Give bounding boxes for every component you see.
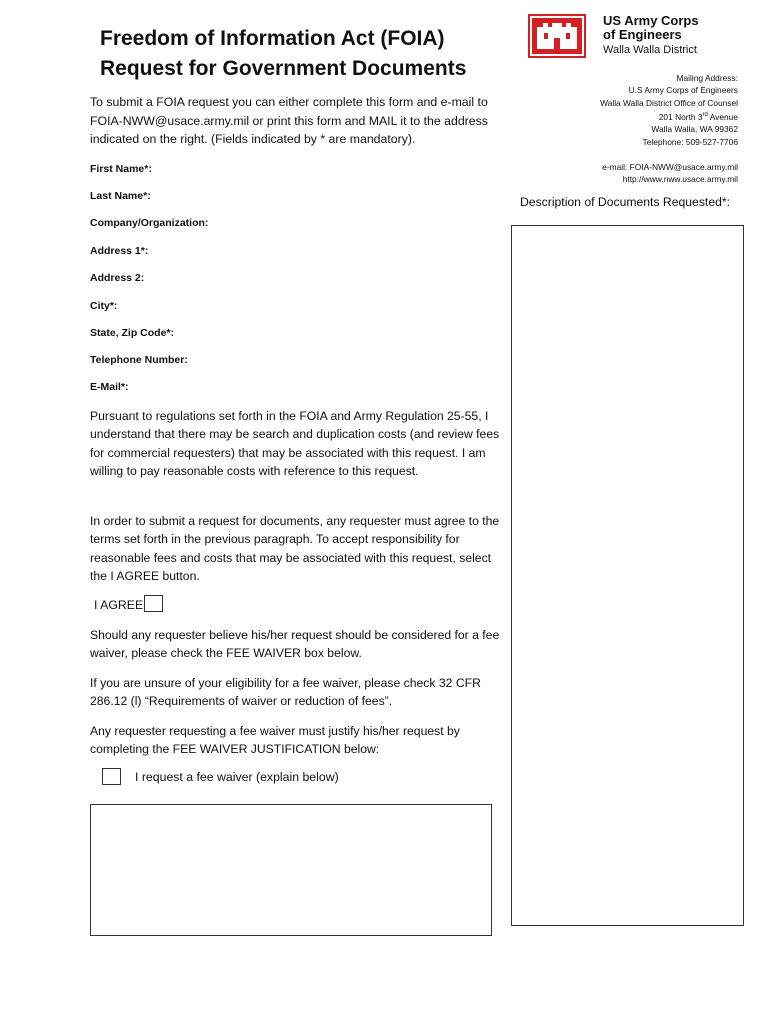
form-title-line2: Request for Government Documents xyxy=(100,57,467,80)
mailing-label: Mailing Address: xyxy=(676,73,738,83)
description-textarea[interactable] xyxy=(511,225,744,926)
telephone-label: Telephone Number: xyxy=(90,354,188,366)
contact-website[interactable]: http://www.nww.usace.army.mil xyxy=(622,174,738,185)
unsure-paragraph: If you are unsure of your eligibility for a fee waiver, please check 32 CFR 286.12 (l) “Requirements of waiver or reduction of fees”. xyxy=(90,676,481,709)
contact-email[interactable]: e-mail: FOIA-NWW@usace.army.mil xyxy=(602,162,738,172)
address2-label: Address 2: xyxy=(90,272,145,284)
email-label: E-Mail*: xyxy=(90,381,129,393)
fee-waiver-label: I request a fee waiver (explain below) xyxy=(135,770,339,784)
mailing-line4: Walla Walla, WA 99362 xyxy=(651,124,738,135)
company-label: Company/Organization: xyxy=(90,217,209,229)
costs-paragraph: Pursuant to regulations set forth in the FOIA and Army Regulation 25-55, I understand that there may be search and duplication costs (and review fees for commercial requesters) that may be associated with this request. I am willing to pay reasonable costs with reference to this request. xyxy=(90,409,500,478)
agree-paragraph: In order to submit a request for documents, any requester must agree to the terms set forth in the previous paragraph. To accept responsibility for reasonable fees and costs that may be associated with this request, select the I AGREE button. xyxy=(90,514,500,583)
waiver-paragraph: Should any requester believe his/her request should be considered for a fee waiver, please check the FEE WAIVER box below. xyxy=(90,628,500,661)
last-name-label: Last Name*: xyxy=(90,190,151,202)
castle-icon xyxy=(528,14,586,58)
city-label: City*: xyxy=(90,300,118,312)
justify-paragraph: Any requester requesting a fee waiver must justify his/her request by completing the FEE WAIVER JUSTIFICATION below: xyxy=(90,724,460,757)
mailing-address xyxy=(508,72,738,148)
first-name-label: First Name*: xyxy=(90,163,152,175)
contact-info xyxy=(508,161,738,186)
mailing-line3: 201 North 3rd Avenue xyxy=(658,112,738,123)
intro-text: To submit a FOIA request you can either complete this form and e-mail to FOIA-NWW@usace.army.mil or print this form and MAIL it to the address indicated on the right. (Fields indicated by * are mandatory). xyxy=(90,95,488,146)
form-title-line1: Freedom of Information Act (FOIA) xyxy=(100,27,445,50)
brand-district: Walla Walla District xyxy=(603,44,697,56)
fee-waiver-checkbox[interactable] xyxy=(102,768,121,785)
address1-label: Address 1*: xyxy=(90,245,149,257)
state-zip-label: State, Zip Code*: xyxy=(90,327,175,339)
mailing-line2: Walla Walla District Office of Counsel xyxy=(600,97,738,108)
mailing-line1: U.S Army Corps of Engineers xyxy=(628,85,738,96)
fee-waiver-justification-textarea[interactable] xyxy=(90,804,492,936)
description-label: Description of Documents Requested*: xyxy=(520,195,731,209)
agree-label: I AGREE xyxy=(94,598,144,612)
form-title xyxy=(100,24,466,84)
mailing-telephone: Telephone: 509-527-7706 xyxy=(642,136,738,147)
agree-checkbox[interactable] xyxy=(144,595,163,612)
brand-name-line1: US Army Corps xyxy=(603,13,699,28)
brand-name-line2: of Engineers xyxy=(603,27,682,42)
